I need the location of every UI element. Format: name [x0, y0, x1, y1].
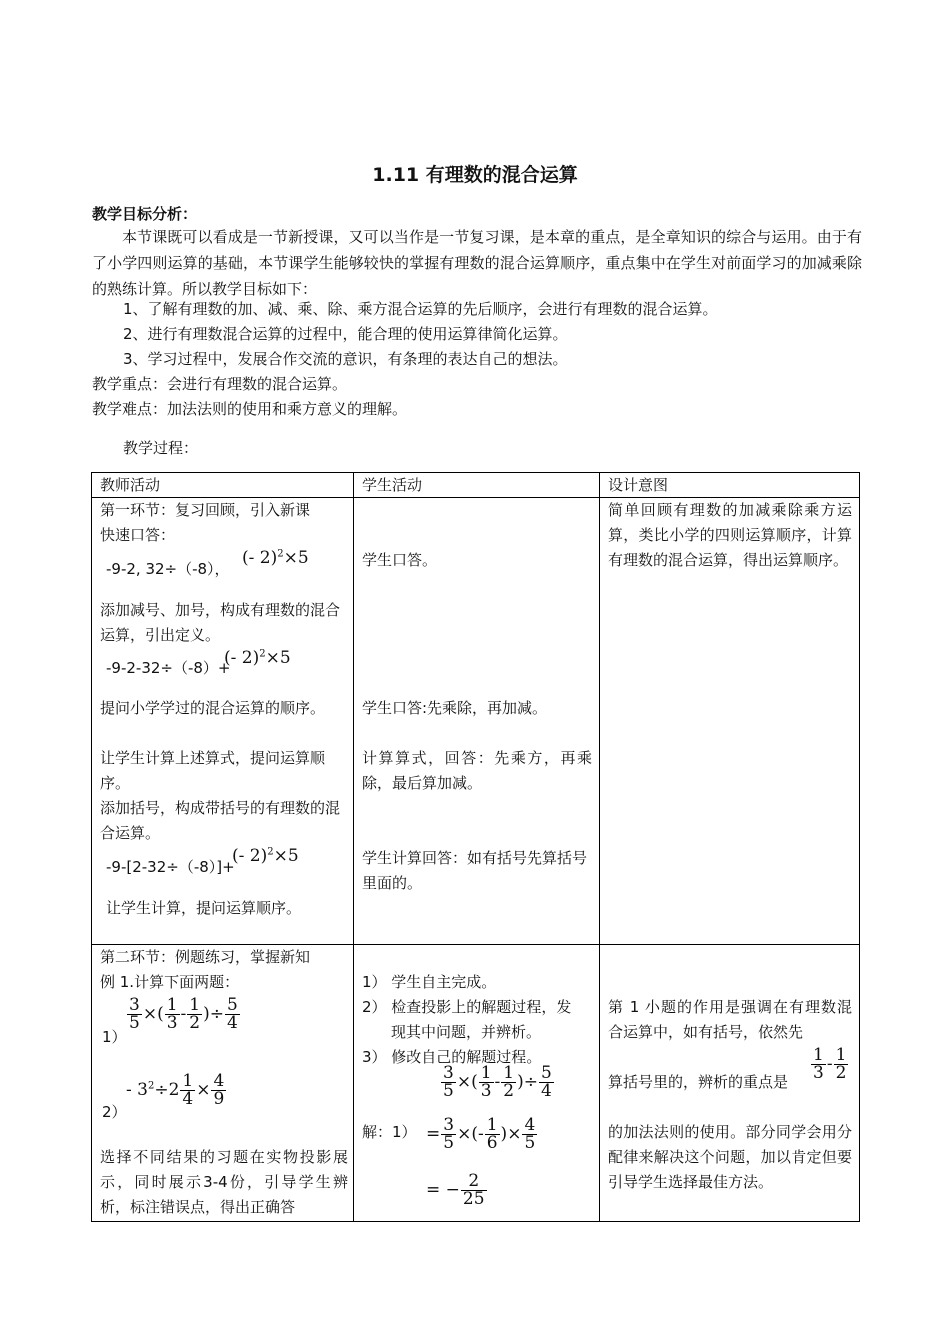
- intent-fraction-expr: $\frac{1}{3}$ - $\frac{1}{2}$: [813, 1045, 847, 1083]
- lesson-table: [91, 472, 860, 1222]
- goal-1: 1、了解有理数的加、减、乘、除、乘方混合运算的先后顺序，会进行有理数的混合运算。: [123, 300, 718, 318]
- power-expr-2: (- 2)$^2$×5: [224, 648, 291, 668]
- row1-intent: 简单回顾有理数的加减乘除乘方运算，类比小学的四则运算顺序，计算有理数的混合运算，得出运算顺序。: [600, 498, 860, 945]
- header-intent: 设计意图: [600, 473, 860, 498]
- row1-teacher: 第一环节：复习回顾，引入新课 快速口答： -9-2, 32÷（-8）， (- 2)$^2$×5 添加减号、加号，构成有理数的混合运算，引出定义。 -9-2-32÷（-8）+ (- 2)$^2$×5 提问小学学过的混合运算的顺序。 让学生计算上述算式，提问运算顺序。 添加括号，构成带括号的有理数的混合运算。 -9-[2-32÷（-8）]+ (- 2)$^2$×5 让学生计算，提问运算顺序。: [92, 498, 354, 945]
- power-expr-3: (- 2)$^2$×5: [232, 846, 299, 866]
- goal-2: 2、进行有理数混合运算的过程中，能合理的使用运算律简化运算。: [123, 325, 568, 343]
- example-2-expr: - $3^2\div 2$ $\frac{1}{4}$ × $\frac{4}{9}$: [126, 1071, 225, 1109]
- solution-step-3: = − $\frac{2}{25}$: [426, 1171, 485, 1209]
- difficulty: 教学难点：加法法则的使用和乘方意义的理解。: [92, 400, 408, 418]
- key-point: 教学重点：会进行有理数的混合运算。: [92, 375, 348, 393]
- row2-teacher: 第二环节：例题练习，掌握新知 例 1.计算下面两题： 1） $\frac{3}{5}$ ×( $\frac{1}{3}$ - $\frac{1}{2}$ )÷ $\frac{5}{4}$ 2） - $3^2\div 2$ $\frac{1}{4}$ × $\frac{4}{9}$ 选择不同结果的习题在实物投影展示，同时展示3-4份，引导学生辨析，标注错误点，得出正确答: [92, 945, 354, 1222]
- header-student: 学生活动: [354, 473, 600, 498]
- page-title: 1.11 有理数的混合运算: [372, 164, 578, 186]
- example-1-expr: $\frac{3}{5}$ ×( $\frac{1}{3}$ - $\frac{1}{2}$ )÷ $\frac{5}{4}$: [129, 995, 238, 1033]
- analysis-heading: 教学目标分析：: [92, 205, 198, 223]
- process-label: 教学过程：: [123, 439, 199, 457]
- goal-3: 3、学习过程中，发展合作交流的意识，有条理的表达自己的想法。: [123, 350, 568, 368]
- row2-intent: 第 1 小题的作用是强调在有理数混合运算中，如有括号，依然先 算括号里的，辨析的重点是 $\frac{1}{3}$ - $\frac{1}{2}$ 的加法法则的使用。部分同学会用分配律来解决这个问题，加以肯定但要引导学生选择最佳方法。: [600, 945, 860, 1222]
- power-expr-1: (- 2)$^2$×5: [242, 548, 309, 568]
- row2-student: 1） 学生自主完成。 2） 检查投影上的解题过程，发 现其中问题，并辨析。 3） 修改自己的解题过程。 $\frac{3}{5}$ ×( $\frac{1}{3}$ - $\frac{1}{2}$ )÷ $\frac{5}{4}$ 解：1） = $\frac{3}{5}$ ×(- $\frac{1}{6}$ )× $\frac{4}{5}$ = − $\frac{2}{25}$: [354, 945, 600, 1222]
- solution-step-1: $\frac{3}{5}$ ×( $\frac{1}{3}$ - $\frac{1}{2}$ )÷ $\frac{5}{4}$: [443, 1063, 552, 1101]
- solution-step-2: = $\frac{3}{5}$ ×(- $\frac{1}{6}$ )× $\frac{4}{5}$: [426, 1115, 536, 1153]
- analysis-paragraph: 本节课既可以看成是一节新授课，又可以当作是一节复习课，是本章的重点，是全章知识的综合与运用。由于有了小学四则运算的基础，本节课学生能够较快的掌握有理数的混合运算顺序，重点集中在学生对前面学习的加减乘除的熟练计算。所以教学目标如下：: [92, 228, 862, 298]
- header-teacher: 教师活动: [92, 473, 354, 498]
- row1-student: 学生口答。 学生口答:先乘除，再加减。 计算算式，回答：先乘方，再乘除，最后算加减。 学生计算回答：如有括号先算括号里面的。: [354, 498, 600, 945]
